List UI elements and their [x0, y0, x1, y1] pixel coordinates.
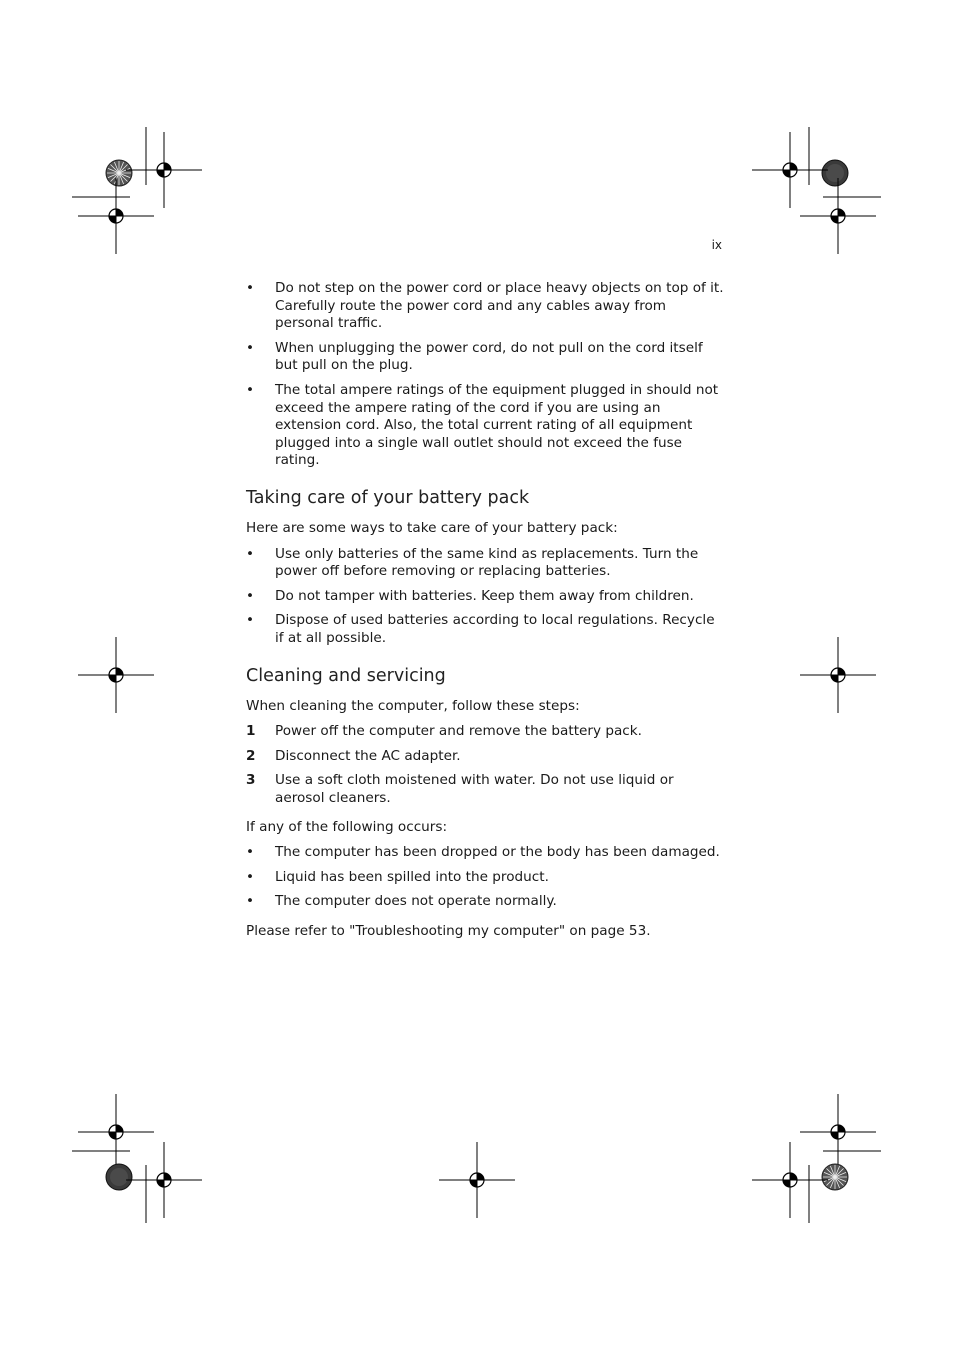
list-item — [246, 546, 724, 581]
crosshair-icon — [78, 178, 154, 254]
step-text: Disconnect the AC adapter. — [275, 747, 461, 764]
list-item — [246, 893, 724, 911]
bullet-glyph: • — [246, 381, 255, 398]
battery-bullet-list — [246, 546, 724, 648]
bullet-glyph: • — [246, 339, 255, 356]
step-text: Power off the computer and remove the battery pack. — [275, 723, 642, 740]
crosshair-icon — [800, 178, 876, 254]
list-item-text: The total ampere ratings of the equipment plugged in should not exceed the ampere rating of the cord if you are using an extension cord. Also, the total current rating of all equipment plugged into a single wall outlet should not exceed the fuse rating. — [275, 381, 719, 469]
crosshair-icon — [78, 1094, 154, 1170]
list-item-text: The computer has been dropped or the body has been damaged. — [275, 844, 720, 861]
page-content — [246, 280, 724, 940]
section-heading-cleaning: Cleaning and servicing — [246, 665, 446, 686]
step-number: 3 — [246, 772, 256, 789]
step-number: 1 — [246, 723, 256, 740]
list-item — [246, 382, 724, 470]
list-item-text: Liquid has been spilled into the product. — [275, 868, 549, 885]
list-item — [246, 612, 724, 647]
bullet-glyph: • — [246, 893, 255, 910]
cleaning-steps-list — [246, 723, 724, 807]
page-number: ix — [711, 238, 722, 252]
list-item-text: Do not step on the power cord or place heavy objects on top of it. Carefully route the power cord and any cables away from personal traffic. — [275, 280, 724, 332]
crosshair-icon — [78, 637, 154, 713]
bullet-glyph: • — [246, 280, 255, 296]
bullet-glyph: • — [246, 545, 255, 562]
list-item — [246, 340, 724, 375]
list-item — [246, 844, 724, 862]
intro-bullet-list — [246, 280, 724, 470]
bullet-glyph: • — [246, 587, 255, 604]
crosshair-icon — [752, 132, 828, 208]
battery-intro: Here are some ways to take care of your battery pack: — [246, 519, 618, 536]
bullet-glyph: • — [246, 868, 255, 885]
step-item — [246, 748, 724, 766]
cleaning-intro: When cleaning the computer, follow these steps: — [246, 697, 580, 714]
crosshair-icon — [800, 637, 876, 713]
occurs-intro: If any of the following occurs: — [246, 819, 448, 836]
occurs-bullet-list — [246, 844, 724, 911]
crosshair-icon — [800, 1094, 876, 1170]
list-item-text: Dispose of used batteries according to local regulations. Recycle if at all possible. — [275, 612, 715, 646]
crosshair-icon — [752, 1142, 828, 1218]
step-text: Use a soft cloth moistened with water. Do not use liquid or aerosol cleaners. — [275, 772, 674, 806]
dark-target-icon — [106, 1164, 132, 1190]
dark-target-icon — [822, 160, 848, 186]
step-item — [246, 772, 724, 807]
step-number: 2 — [246, 747, 256, 764]
bullet-glyph: • — [246, 844, 255, 861]
troubleshooting-reference: Please refer to "Troubleshooting my computer" on page 53. — [246, 922, 651, 939]
list-item-text: When unplugging the power cord, do not pull on the cord itself but pull on the plug. — [275, 339, 703, 374]
star-target-icon — [822, 1164, 848, 1190]
section-heading-battery: Taking care of your battery pack — [246, 487, 530, 508]
list-item — [246, 588, 724, 606]
list-item-text: Do not tamper with batteries. Keep them away from children. — [275, 587, 694, 604]
list-item — [246, 280, 724, 333]
bullet-glyph: • — [246, 612, 255, 629]
crosshair-icon — [439, 1142, 515, 1218]
star-target-icon — [106, 160, 132, 186]
list-item-text: Use only batteries of the same kind as replacements. Turn the power off before removing or replacing batteries. — [275, 545, 699, 580]
step-item — [246, 723, 724, 741]
crosshair-icon — [126, 1142, 202, 1218]
crosshair-icon — [126, 132, 202, 208]
list-item — [246, 869, 724, 887]
list-item-text: The computer does not operate normally. — [275, 893, 557, 910]
